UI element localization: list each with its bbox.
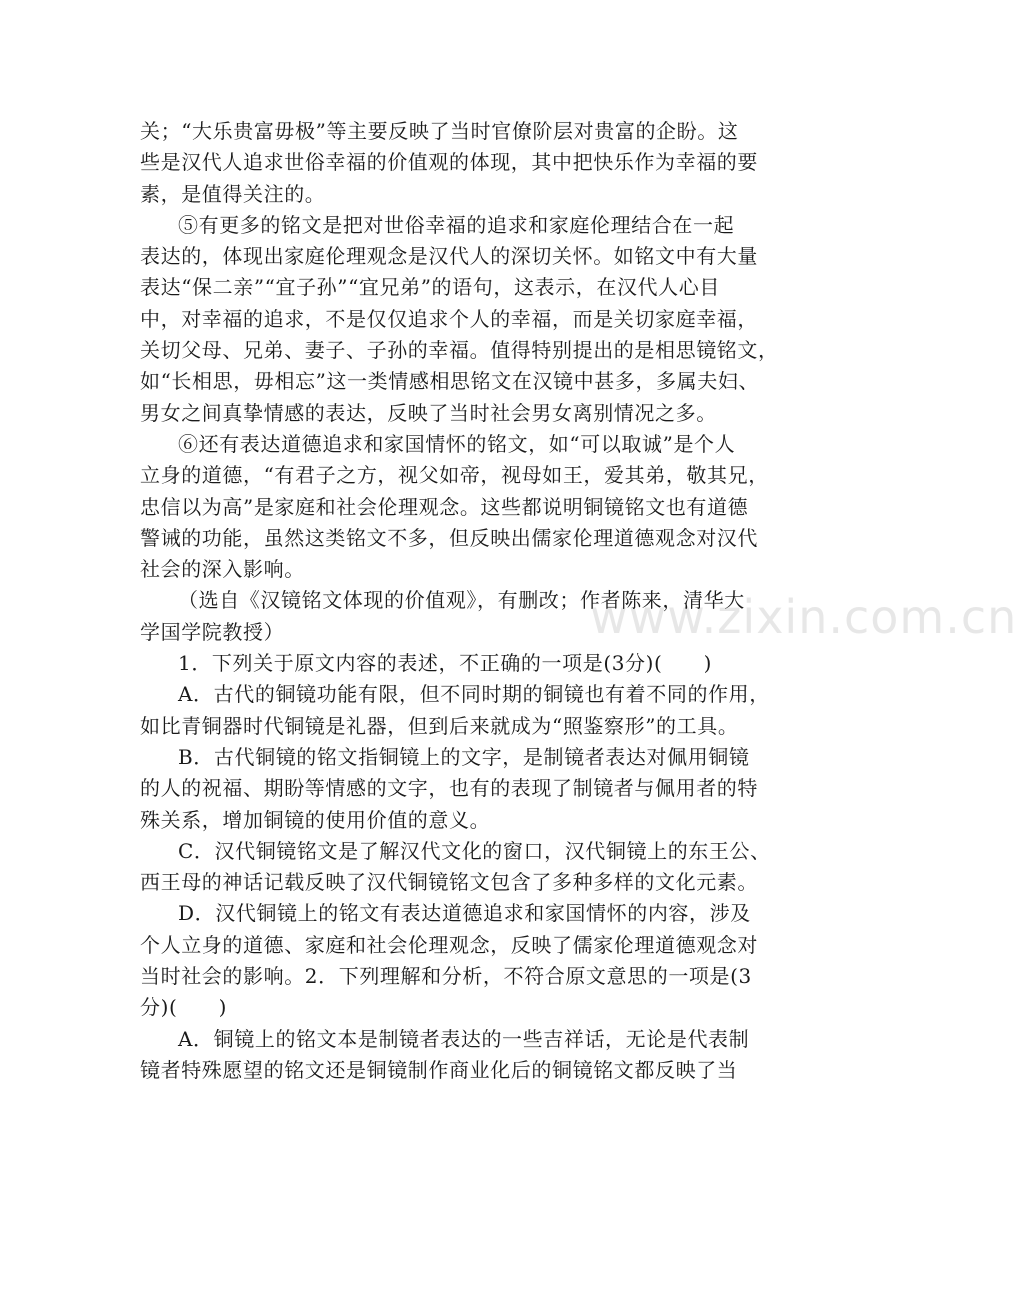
text-line: 忠信以为高”是家庭和社会伦理观念。这些都说明铜镜铭文也有道德 bbox=[140, 494, 749, 519]
text-line: C．汉代铜镜铭文是了解汉代文化的窗口，汉代铜镜上的东王公、 bbox=[178, 838, 771, 863]
text-line: 如比青铜器时代铜镜是礼器，但到后来就成为“照鉴察形”的工具。 bbox=[140, 713, 739, 738]
text-line: 关；“大乐贵富毋极”等主要反映了当时官僚阶层对贵富的企盼。这 bbox=[140, 119, 739, 143]
text-line: 如“长相思，毋相忘”这一类情感相思铭文在汉镜中甚多，多属夫妇、 bbox=[140, 369, 760, 394]
text-line: B．古代铜镜的铭文指铜镜上的文字，是制镜者表达对佩用铜镜 bbox=[178, 744, 750, 769]
text-line: 西王母的神话记载反映了汉代铜镜铭文包含了多种多样的文化元素。 bbox=[140, 870, 758, 895]
text-line: 社会的深入影响。 bbox=[140, 557, 305, 582]
text-line: 的人的祝福、期盼等情感的文字，也有的表现了制镜者与佩用者的特 bbox=[140, 776, 758, 801]
text-line: 表达的，体现出家庭伦理观念是汉代人的深切关怀。如铭文中有大量 bbox=[140, 244, 758, 269]
text-line: 中，对幸福的追求，不是仅仅追求个人的幸福，而是关切家庭幸福， bbox=[140, 306, 758, 331]
text-line: A．铜镜上的铭文本是制镜者表达的一些吉祥话，无论是代表制 bbox=[178, 1026, 750, 1051]
text-line: 警诫的功能，虽然这类铭文不多，但反映出儒家伦理道德观念对汉代 bbox=[140, 525, 758, 550]
text-line: A．古代的铜镜功能有限，但不同时期的铜镜也有着不同的作用， bbox=[178, 682, 770, 707]
document-body bbox=[140, 116, 790, 1086]
text-line: 个人立身的道德、家庭和社会伦理观念，反映了儒家伦理道德观念对 bbox=[140, 932, 758, 957]
text-line: ⑤有更多的铭文是把对世俗幸福的追求和家庭伦理结合在一起 bbox=[178, 212, 735, 237]
text-line: 学国学院教授） bbox=[140, 619, 285, 644]
text-line: 关切父母、兄弟、妻子、子孙的幸福。值得特别提出的是相思镜铭文， bbox=[140, 338, 779, 363]
text-line: 1．下列关于原文内容的表述，不正确的一项是(3分)( ) bbox=[178, 651, 713, 676]
text-line: 镜者特殊愿望的铭文还是铜镜制作商业化后的铜镜铭文都反映了当 bbox=[140, 1057, 738, 1082]
text-line: 男女之间真挚情感的表达，反映了当时社会男女离别情况之多。 bbox=[140, 400, 717, 425]
text-line: 些是汉代人追求世俗幸福的价值观的体现，其中把快乐作为幸福的要 bbox=[140, 150, 758, 175]
text-line: ⑥还有表达道德追求和家国情怀的铭文，如“可以取诚”是个人 bbox=[178, 431, 736, 456]
text-line: 殊关系，增加铜镜的使用价值的意义。 bbox=[140, 807, 491, 832]
watermark: www.zixin.com.cn bbox=[590, 590, 1017, 644]
text-line: 素，是值得关注的。 bbox=[140, 181, 326, 206]
text-line: 立身的道德，“有君子之方，视父如帝，视母如王，爱其弟，敬其兄， bbox=[140, 463, 769, 488]
text-line: 当时社会的影响。2．下列理解和分析，不符合原文意思的一项是(3 bbox=[140, 964, 752, 989]
text-line: 分)( ) bbox=[140, 995, 228, 1020]
text-line: （选自《汉镜铭文体现的价值观》，有删改；作者陈来，清华大 bbox=[178, 588, 745, 613]
text-line: D．汉代铜镜上的铭文有表达道德追求和家国情怀的内容，涉及 bbox=[178, 901, 751, 926]
text-line: 表达“保二亲”“宜子孙”“宜兄弟”的语句，这表示，在汉代人心目 bbox=[140, 275, 720, 300]
